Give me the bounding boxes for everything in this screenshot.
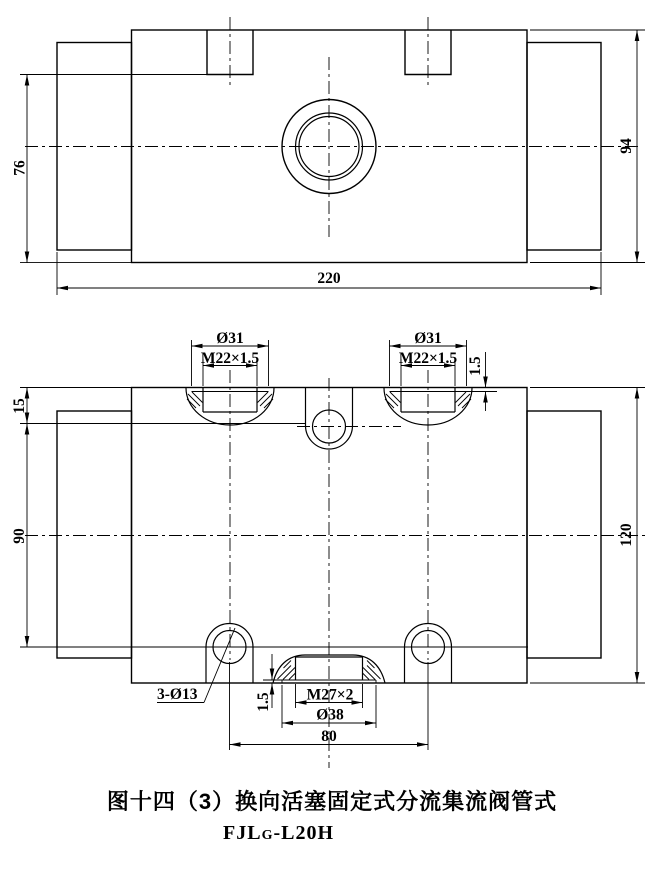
bottom-view [11, 330, 645, 768]
dim-port-seat-depth [466, 352, 497, 411]
figure-caption: 图十四（3）换向活塞固定式分流集流阀管式 [106, 789, 558, 814]
callout-mounting-holes [157, 628, 235, 703]
dim-label-1-5-bottom: 1.5 [255, 692, 272, 712]
dim-label-m22-right: M22×1.5 [398, 350, 458, 367]
dim-label-94: 94 [618, 138, 635, 154]
dim-90 [11, 424, 28, 648]
left-flange-bottom [57, 411, 132, 658]
dim-label-80: 80 [321, 728, 337, 745]
dim-label-o38: Ø38 [316, 706, 344, 724]
dim-label-15: 15 [11, 398, 28, 414]
dim-15 [11, 388, 306, 424]
dim-bottom-thread [296, 684, 363, 708]
dim-label-76: 76 [11, 160, 29, 176]
dim-label-90: 90 [11, 528, 28, 544]
dim-label-220: 220 [317, 270, 341, 287]
dim-label-o31-left: Ø31 [216, 330, 244, 347]
dim-label-m22-left: M22×1.5 [200, 350, 260, 367]
dim-label-o31-right: Ø31 [414, 330, 442, 347]
model-number: FJLG-L20H [223, 822, 335, 844]
dim-label-3-o13: 3-Ø13 [157, 686, 198, 703]
dim-label-m27: M27×2 [306, 686, 354, 704]
top-view [12, 17, 646, 295]
dim-label-1-5-top: 1.5 [467, 356, 484, 376]
dim-label-120: 120 [618, 523, 635, 547]
dim-220 [57, 252, 601, 295]
dim-76 [12, 75, 208, 263]
right-flange-bottom [527, 411, 601, 658]
caption [107, 789, 557, 844]
